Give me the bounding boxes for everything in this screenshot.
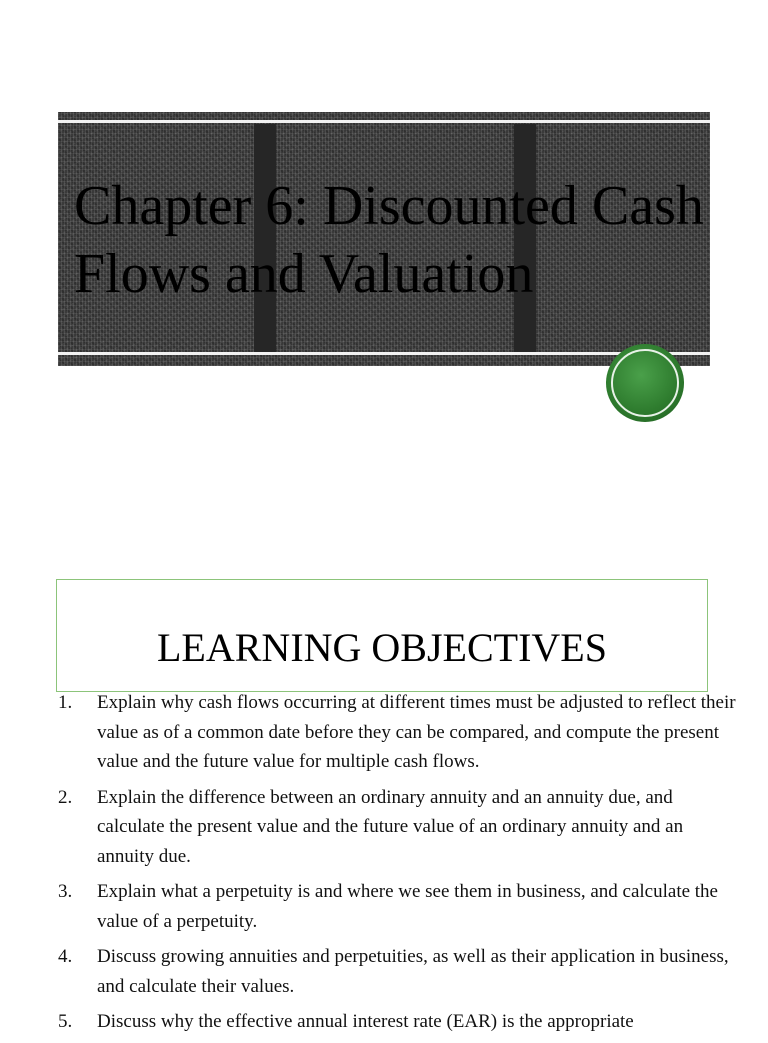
objectives-list [58,688,744,1043]
list-item [58,783,744,872]
section-heading: LEARNING OBJECTIVES [157,625,607,670]
green-circle-badge [606,344,684,422]
list-item [58,688,744,777]
slide-title: Chapter 6: Discounted Cash Flows and Valuation [74,175,704,305]
item-number: 3. [58,881,73,902]
item-number: 1. [58,692,73,713]
badge-ring [611,349,679,417]
item-text: Explain what a perpetuity is and where we see them in business, and calculate the value of a perpetuity. [97,881,718,932]
item-number: 2. [58,786,73,808]
list-item [58,1007,744,1037]
item-number: 4. [58,946,73,967]
item-number: 5. [58,1011,73,1032]
objectives-slide [0,560,768,1032]
item-text: Explain why cash flows occurring at different times must be adjusted to reflect their value as of a common date before they can be compared, and compute the present value and the future value for multiple cash flows. [97,692,736,772]
item-text: Discuss why the effective annual interest rate (EAR) is the appropriate [97,1011,634,1032]
item-text: Discuss growing annuities and perpetuities, as well as their application in business, and calculate their values. [97,946,729,997]
item-text: Explain the difference between an ordinary annuity and an annuity due, and calculate the present value and the future value of an ordinary annuity and an annuity due. [97,786,684,867]
banner-bottom-rule [58,352,710,355]
banner-top-rule [58,120,710,123]
list-item [58,942,744,1001]
list-item [58,877,744,936]
heading-box [56,579,708,692]
